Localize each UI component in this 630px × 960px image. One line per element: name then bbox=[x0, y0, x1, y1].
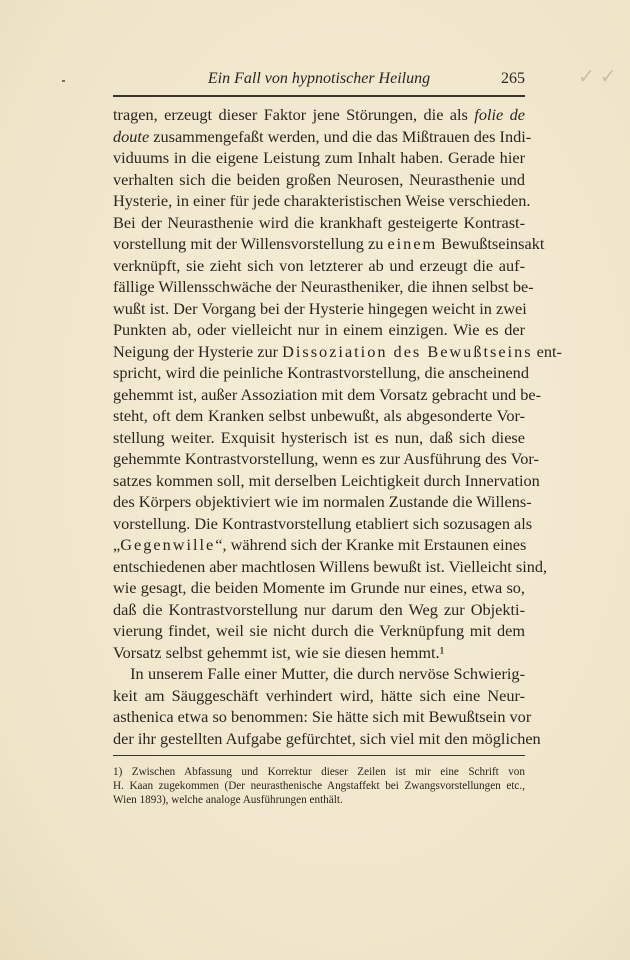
text-line bbox=[113, 169, 525, 191]
text-line bbox=[113, 427, 525, 449]
text-run: Vorsatz selbst gehemmt ist, wie sie diesen hemmt.¹ bbox=[113, 642, 445, 662]
italic-text: doute bbox=[113, 126, 150, 146]
text-line bbox=[113, 255, 525, 277]
running-header bbox=[113, 68, 525, 90]
spaced-emphasis-text: einem bbox=[387, 234, 438, 253]
text-line bbox=[113, 384, 542, 406]
text-line bbox=[113, 276, 534, 298]
text-run: In unserem Falle einer Mutter, die durch nervöse Schwierig- bbox=[113, 664, 525, 683]
text-run: des Körpers objektiviert wie im normalen Zustande die Willens- bbox=[113, 492, 532, 511]
page-number: 265 bbox=[501, 70, 525, 87]
text-run: wie gesagt, die beiden Momente im Grunde nur eines, etwa so, bbox=[113, 578, 525, 597]
text-line bbox=[113, 534, 525, 556]
body-text bbox=[113, 104, 562, 749]
text-line bbox=[113, 599, 525, 621]
text-run: Bewußtseinsakt bbox=[437, 234, 545, 253]
text-line bbox=[113, 298, 525, 320]
text-run: verhalten sich die beiden großen Neurosen, Neurasthenie und bbox=[113, 169, 525, 189]
text-run: wußt ist. Der Vorgang bei der Hysterie hingegen weicht in zwei bbox=[113, 298, 527, 318]
text-run: vorstellung. Die Kontrastvorstellung etabliert sich sozusagen als bbox=[113, 513, 533, 533]
text-run: gehemmte Kontrastvorstellung, wenn es zur Ausführung des Vor- bbox=[113, 449, 539, 468]
text-run: fällige Willensschwäche der Neurastheniker, die ihnen selbst be- bbox=[113, 277, 534, 296]
footnote-line: H. Kaan zugekommen (Der neurasthenische Angstaffekt bei Zwangsvorstellungen etc., bbox=[113, 780, 525, 792]
text-line bbox=[113, 577, 525, 599]
text-line bbox=[113, 620, 525, 642]
text-run: vierung findet, weil sie nicht durch die Verknüpfung mit dem bbox=[113, 621, 525, 640]
text-run: daß die Kontrastvorstellung nur darum den Weg zur Objekti- bbox=[113, 599, 525, 619]
text-run: spricht, wird die peinliche Kontrastvorstellung, die anscheinend bbox=[113, 363, 529, 382]
text-run: entschiedenen aber machtlosen Willens bewußt ist. Vielleicht sind, bbox=[113, 556, 548, 576]
text-run: steht, oft dem Kranken selbst unbewußt, als abgesonderte Vor- bbox=[113, 406, 525, 425]
text-run: satzes kommen soll, mit derselben Leichtigkeit durch Innervation bbox=[113, 470, 540, 490]
text-run: asthenica etwa so benommen: Sie hätte sich mit Bewußtsein vor bbox=[113, 707, 532, 726]
text-line bbox=[113, 556, 548, 578]
text-line bbox=[113, 642, 525, 664]
footnote-line: Wien 1893), welche analoge Ausführungen enthält. bbox=[113, 794, 343, 806]
footnotes bbox=[113, 765, 525, 807]
text-run: tragen, erzeugt dieser Faktor jene Störungen, die als bbox=[113, 105, 475, 124]
text-run: Neigung der Hysterie zur bbox=[113, 341, 283, 361]
text-line bbox=[113, 126, 532, 148]
running-title: Ein Fall von hypnotischer Heilung bbox=[207, 70, 431, 87]
text-line bbox=[113, 190, 531, 212]
text-run: viduums in die eigene Leistung zum Inhalt haben. Gerade hier bbox=[113, 148, 525, 167]
text-line bbox=[113, 491, 532, 513]
text-line bbox=[113, 470, 540, 492]
text-run: verknüpft, sie zieht sich von letzterer ab und erzeugt die auf- bbox=[113, 255, 525, 275]
spaced-emphasis-text: Gegenwille bbox=[120, 535, 216, 554]
margin-pencil-mark: ✓ ✓ bbox=[578, 66, 617, 88]
text-line bbox=[113, 448, 539, 470]
text-line bbox=[113, 212, 525, 234]
header-rule bbox=[113, 95, 525, 97]
text-line bbox=[113, 405, 525, 427]
text-line bbox=[113, 362, 529, 384]
text-run: gehemmt ist, außer Assoziation mit dem Vorsatz gebracht und be- bbox=[113, 384, 542, 404]
scan-speck bbox=[62, 80, 65, 82]
text-run: Bei der Neurasthenie wird die krankhaft gesteigerte Kontrast- bbox=[113, 212, 525, 232]
text-line bbox=[113, 233, 545, 255]
text-run: keit am Säuggeschäft verhindert wird, hätte sich eine Neur- bbox=[113, 685, 525, 705]
text-run: Hysterie, in einer für jede charakteristischen Weise verschieden. bbox=[113, 191, 531, 210]
text-line bbox=[113, 341, 562, 363]
footnote-rule bbox=[113, 755, 525, 756]
text-line bbox=[113, 147, 525, 169]
text-line bbox=[113, 319, 525, 341]
text-run: “, während sich der Kranke mit Erstaunen eines bbox=[215, 535, 527, 554]
text-run: zusammengefaßt werden, und die das Mißtrauen des Indi- bbox=[149, 126, 532, 146]
text-line bbox=[113, 663, 525, 685]
text-run: stellung weiter. Exquisit hysterisch ist es nun, daß sich diese bbox=[113, 427, 525, 447]
text-line bbox=[113, 706, 532, 728]
text-run: Punkten ab, oder vielleicht nur in einem einzigen. Wie es der bbox=[113, 320, 525, 339]
text-run: vorstellung mit der Willensvorstellung zu bbox=[113, 234, 388, 253]
text-line bbox=[113, 728, 541, 750]
spaced-emphasis-text: Dissoziation des Bewußtseins bbox=[282, 341, 533, 361]
text-line bbox=[113, 685, 525, 707]
text-line bbox=[113, 104, 525, 126]
text-line bbox=[113, 513, 533, 535]
text-run: der ihr gestellten Aufgabe gefürchtet, sich viel mit den möglichen bbox=[113, 728, 541, 748]
footnote-line: 1) Zwischen Abfassung und Korrektur dieser Zeilen ist mir eine Schrift von bbox=[113, 766, 525, 778]
text-run: ent- bbox=[532, 341, 562, 361]
text-run: „ bbox=[113, 535, 121, 554]
italic-text: folie de bbox=[474, 105, 525, 124]
